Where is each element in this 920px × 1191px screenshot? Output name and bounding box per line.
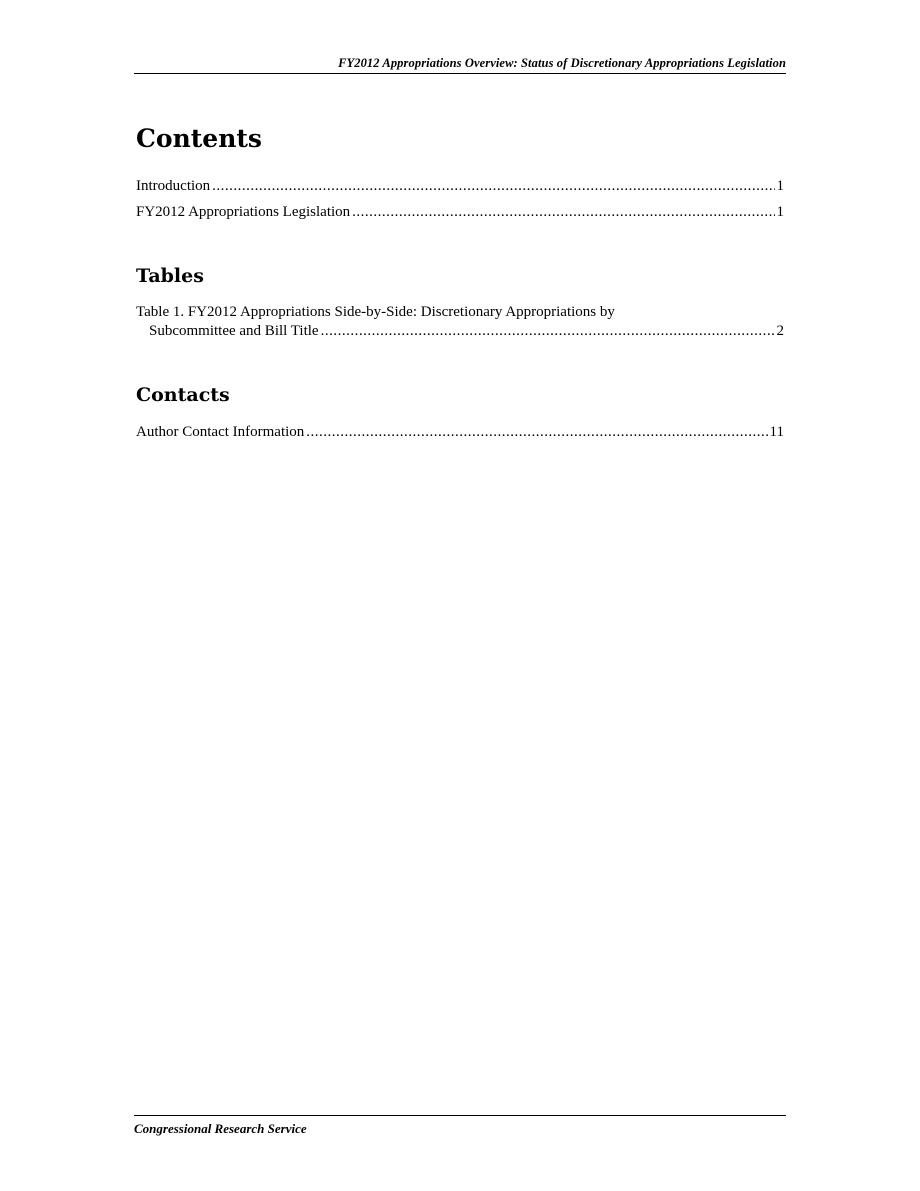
toc-entry-fy2012-appropriations-legislation[interactable] <box>136 203 784 222</box>
toc-entry-page: 1 <box>776 178 784 194</box>
contents-list <box>136 177 784 229</box>
toc-entry-label: FY2012 Appropriations Legislation <box>136 204 351 220</box>
dot-leader <box>321 322 775 341</box>
toc-entry-table-1[interactable] <box>136 303 784 341</box>
toc-entry-page: 11 <box>769 424 784 440</box>
contacts-heading: Contacts <box>136 384 230 406</box>
toc-entry-label: Introduction <box>136 178 211 194</box>
running-header: FY2012 Appropriations Overview: Status of Discretionary Appropriations Legislation <box>134 56 786 74</box>
toc-entry-label: Author Contact Information <box>136 424 305 440</box>
toc-entry-introduction[interactable] <box>136 177 784 196</box>
tables-list <box>136 303 784 348</box>
contacts-list <box>136 423 784 449</box>
contents-heading: Contents <box>136 124 263 153</box>
toc-entry-continuation <box>136 322 784 341</box>
toc-entry-label-line1: Table 1. FY2012 Appropriations Side-by-Side: Discretionary Appropriations by <box>136 304 615 320</box>
toc-entry-author-contact-information[interactable] <box>136 423 784 442</box>
running-footer: Congressional Research Service <box>134 1115 786 1137</box>
toc-entry-label-line2: Subcommittee and Bill Title <box>149 323 319 339</box>
toc-entry-page: 1 <box>776 204 784 220</box>
dot-leader <box>306 423 767 442</box>
toc-entry-page: 2 <box>776 323 784 339</box>
dot-leader <box>212 177 774 196</box>
tables-heading: Tables <box>136 265 204 287</box>
dot-leader <box>352 203 774 222</box>
